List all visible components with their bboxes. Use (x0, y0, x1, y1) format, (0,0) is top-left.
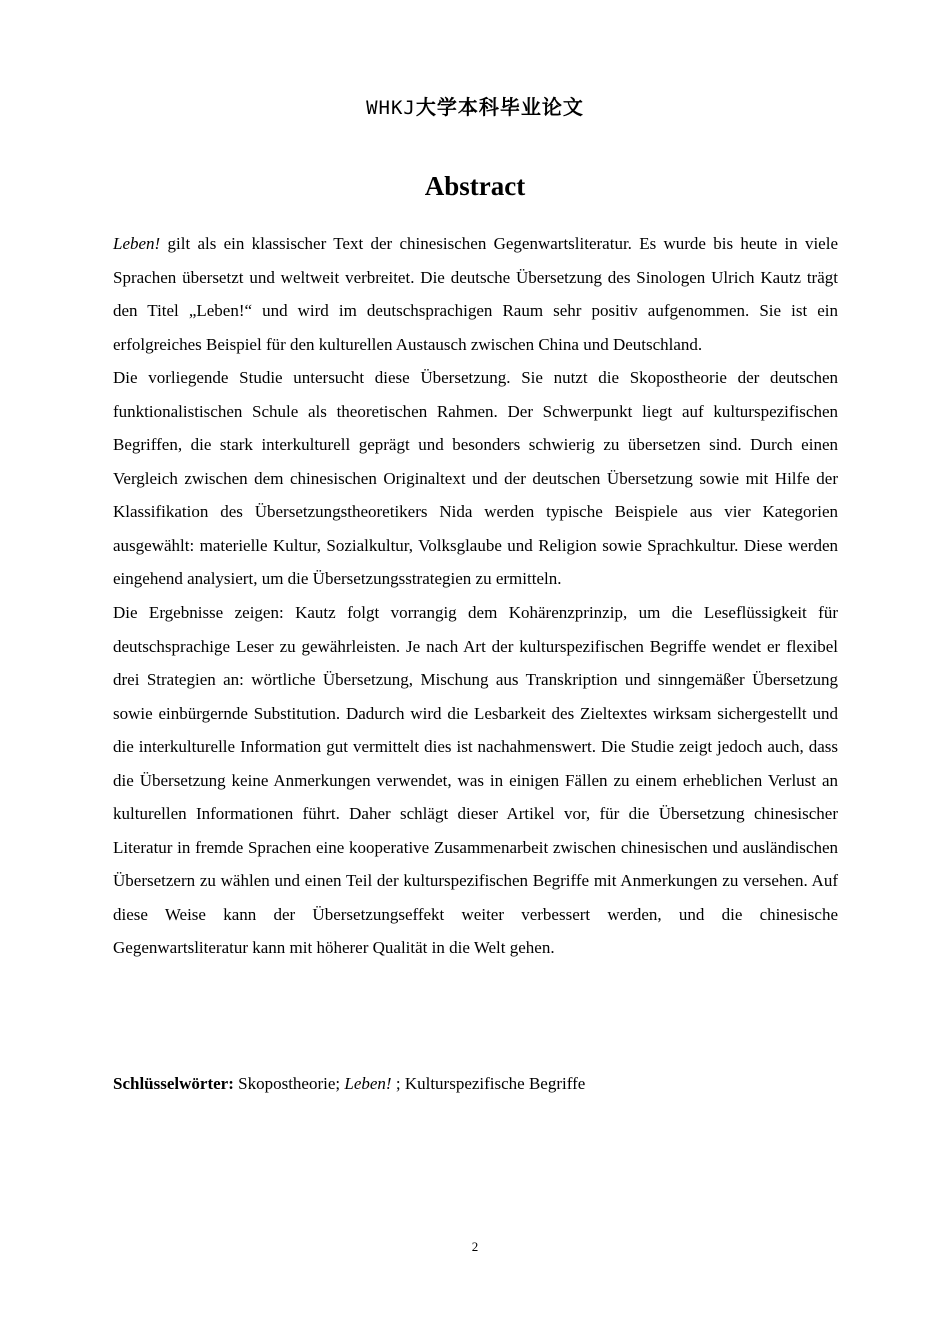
keyword-2: Leben! (344, 1074, 392, 1093)
abstract-paragraph-1 (113, 227, 838, 361)
running-header-latin: WHKJ (366, 97, 416, 119)
running-header-cjk: 大学本科毕业论文 (415, 95, 584, 119)
abstract-paragraph-2: Die vorliegende Studie untersucht diese Übersetzung. Sie nutzt die Skopostheorie der deutschen funktionalistischen Schule als theoretischen Rahmen. Der Schwerpunkt liegt auf kulturspezifischen Begriffen, die stark interkulturell geprägt und besonders schwierig zu übersetzen sind. Durch einen Vergleich zwischen dem chinesischen Originaltext und der deutschen Übersetzung sowie mit Hilfe der Klassifikation des Übersetzungstheoretikers Nida werden typische Beispiele aus vier Kategorien ausgewählt: materielle Kultur, Sozialkultur, Volksglaube und Religion sowie Sprachkultur. Diese werden eingehend analysiert, um die Übersetzungsstrategien zu ermitteln. (113, 368, 838, 589)
keyword-1: Skopostheorie; (233, 1074, 345, 1093)
page-number: 2 (471, 1239, 479, 1254)
keyword-3: ; Kulturspezifische Begriffe (391, 1074, 586, 1093)
keywords-line (113, 1067, 838, 1100)
novel-title-italic: Leben! (113, 234, 161, 253)
keywords-label: Schlüsselwörter: (113, 1074, 234, 1093)
running-header (0, 94, 950, 121)
abstract-paragraph-3: Die Ergebnisse zeigen: Kautz folgt vorrangig dem Kohärenzprinzip, um die Leseflüssigkeit für deutschsprachige Leser zu gewährleisten. Je nach Art der kulturspezifischen Begriffe wendet er flexibel drei Strategien an: wörtliche Übersetzung, Mischung aus Transkription und sinngemäßer Übersetzung sowie einbürgernde Substitution. Dadurch wird die Lesbarkeit des Zieltextes wirksam sichergestellt und die interkulturelle Information gut vermittelt dies ist nachahmenswert. Die Studie zeigt jedoch auch, dass die Übersetzung keine Anmerkungen verwendet, was in einigen Fällen zu einem erheblichen Verlust an kulturellen Informationen führt. Daher schlägt dieser Artikel vor, für die Übersetzung chinesischer Literatur in fremde Sprachen eine kooperative Zusammenarbeit zwischen chinesischen und ausländischen Übersetzern zu wählen und einen Teil der kulturspezifischen Begriffe mit Anmerkungen zu versehen. Auf diese Weise kann der Übersetzungseffekt weiter verbessert werden, und die chinesische Gegenwartsliteratur kann mit höherer Qualität in die Welt gehen. (113, 603, 838, 958)
paragraph-1-text: gilt als ein klassischer Text der chinesischen Gegenwartsliteratur. Es wurde bis heute in viele Sprachen übersetzt und weltweit verbreitet. Die deutsche Übersetzung des Sinologen Ulrich Kautz trägt den Titel „Leben!“ und wird im deutschsprachigen Raum sehr positiv aufgenommen. Sie ist ein erfolgreiches Beispiel für den kulturellen Austausch zwischen China und Deutschland. (113, 234, 838, 354)
abstract-title: Abstract (424, 171, 526, 201)
abstract-body (113, 227, 838, 965)
